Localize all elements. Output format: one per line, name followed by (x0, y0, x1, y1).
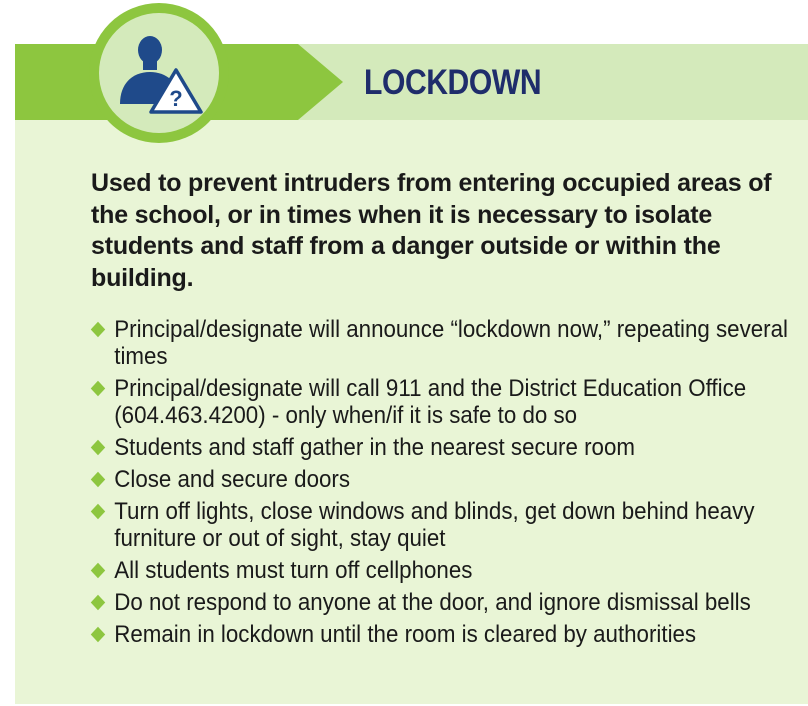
procedure-list (91, 316, 791, 653)
list-item (91, 621, 802, 648)
diamond-bullet-icon (91, 472, 105, 488)
page-title: LOCKDOWN (364, 63, 542, 102)
list-item-text: Principal/designate will announce “lockdown now,” repeating several times (114, 316, 788, 370)
diamond-bullet-icon (91, 595, 105, 611)
list-item (91, 557, 802, 584)
diamond-bullet-icon (91, 563, 105, 579)
list-item (91, 434, 802, 461)
icon-circle-inner (99, 13, 219, 133)
diamond-bullet-icon (91, 381, 105, 397)
list-item-text: Principal/designate will call 911 and the District Education Office (604.463.4200) - only when/if it is safe to do so (114, 375, 747, 429)
diamond-bullet-icon (91, 322, 105, 338)
list-item-text: All students must turn off cellphones (114, 557, 473, 584)
list-item (91, 498, 802, 552)
list-item-text: Students and staff gather in the nearest secure room (114, 434, 635, 461)
intro-text: Used to prevent intruders from entering occupied areas of the school, or in times when it is necessary to isolate students and staff from a danger outside or within the building. (91, 169, 772, 292)
svg-text:?: ? (169, 86, 183, 111)
list-item (91, 375, 802, 429)
diamond-bullet-icon (91, 504, 105, 520)
list-item-text: Do not respond to anyone at the door, and ignore dismissal bells (114, 589, 751, 616)
diamond-bullet-icon (91, 627, 105, 643)
diamond-bullet-icon (91, 440, 105, 456)
list-item-text: Close and secure doors (114, 466, 350, 493)
list-item (91, 316, 802, 370)
list-item-text: Turn off lights, close windows and blinds, get down behind heavy furniture or out of sight, stay quiet (114, 498, 755, 552)
list-item-text: Remain in lockdown until the room is cleared by authorities (114, 621, 697, 648)
list-item (91, 589, 802, 616)
list-item (91, 466, 802, 493)
